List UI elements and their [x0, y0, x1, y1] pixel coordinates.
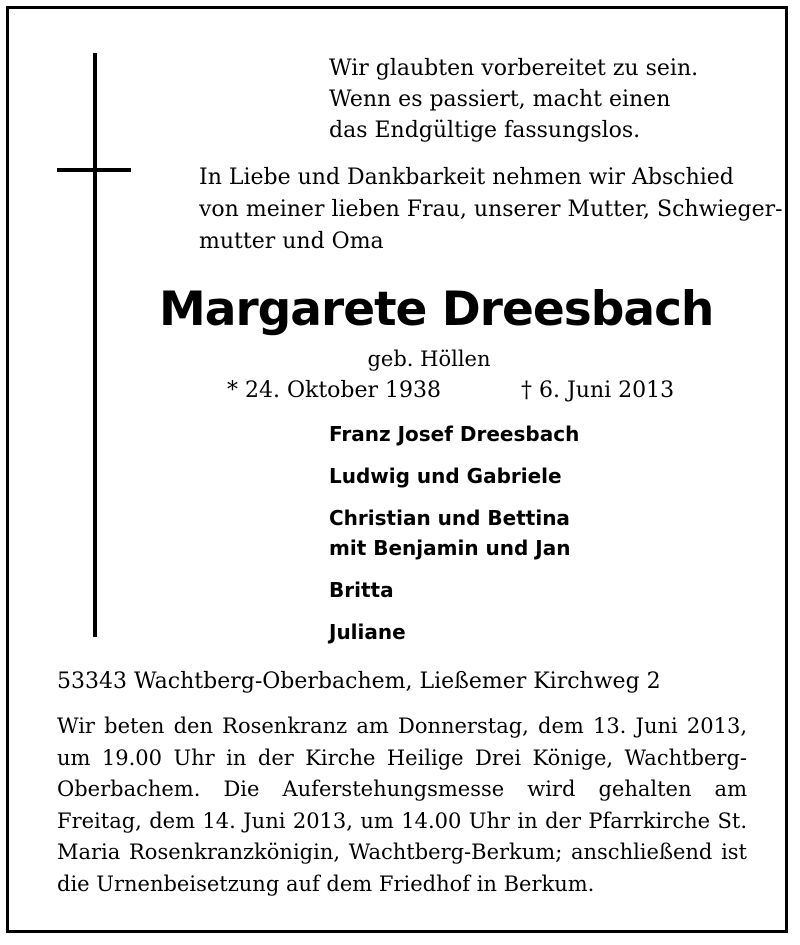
motto-line: Wir glaubten vorbereitet zu sein. [329, 56, 699, 81]
deceased-name: Margarete Dreesbach [159, 282, 714, 337]
mourner-group [329, 575, 749, 605]
mourners-list [329, 419, 749, 659]
motto [329, 53, 749, 146]
mourner-group [329, 617, 749, 647]
mourner-group [329, 503, 749, 563]
mourner-line: Christian und Bettina [329, 506, 570, 530]
motto-line: das Endgültige fassungslos. [329, 118, 641, 143]
funeral-service-info: Wir beten den Rosenkranz am Donnerstag, dem 13. Juni 2013, um 19.00 Uhr in der Kirche Heilige Drei Könige, Wachtberg-Oberbachem. Die Auferstehungsmesse wird gehalten am Freitag, dem 14. Juni 2013, um 14.00 Uhr in der Pfarrkirche St. Maria Rosenkranzkönigin, Wachtberg-Berkum; anschließend ist die Urnenbeisetzung auf dem Friedhof in Berkum. [57, 714, 747, 896]
cross-icon-bar [57, 168, 131, 172]
birth-date: * 24. Oktober 1938 [227, 378, 442, 403]
family-address: 53343 Wachtberg-Oberbachem, Ließemer Kirchweg 2 [57, 669, 661, 694]
mourner-line: Ludwig und Gabriele [329, 464, 562, 488]
mourner-line: Britta [329, 578, 394, 602]
mourner-group [329, 419, 749, 449]
death-date: † 6. Juni 2013 [521, 378, 675, 403]
motto-line: Wenn es passiert, macht einen [329, 87, 671, 112]
obituary-notice [6, 6, 788, 933]
intro-line: In Liebe und Dankbarkeit nehmen wir Abschied [199, 165, 734, 190]
cross-icon [93, 53, 97, 637]
intro-line: mutter und Oma [199, 229, 384, 254]
intro-text [199, 162, 783, 258]
mourner-line: Juliane [329, 620, 406, 644]
mourner-line: mit Benjamin und Jan [329, 536, 571, 560]
intro-line: von meiner lieben Frau, unserer Mutter, Schwieger- [199, 197, 783, 222]
maiden-name: geb. Höllen [367, 347, 491, 371]
mourner-group [329, 461, 749, 491]
mourner-line: Franz Josef Dreesbach [329, 422, 580, 446]
